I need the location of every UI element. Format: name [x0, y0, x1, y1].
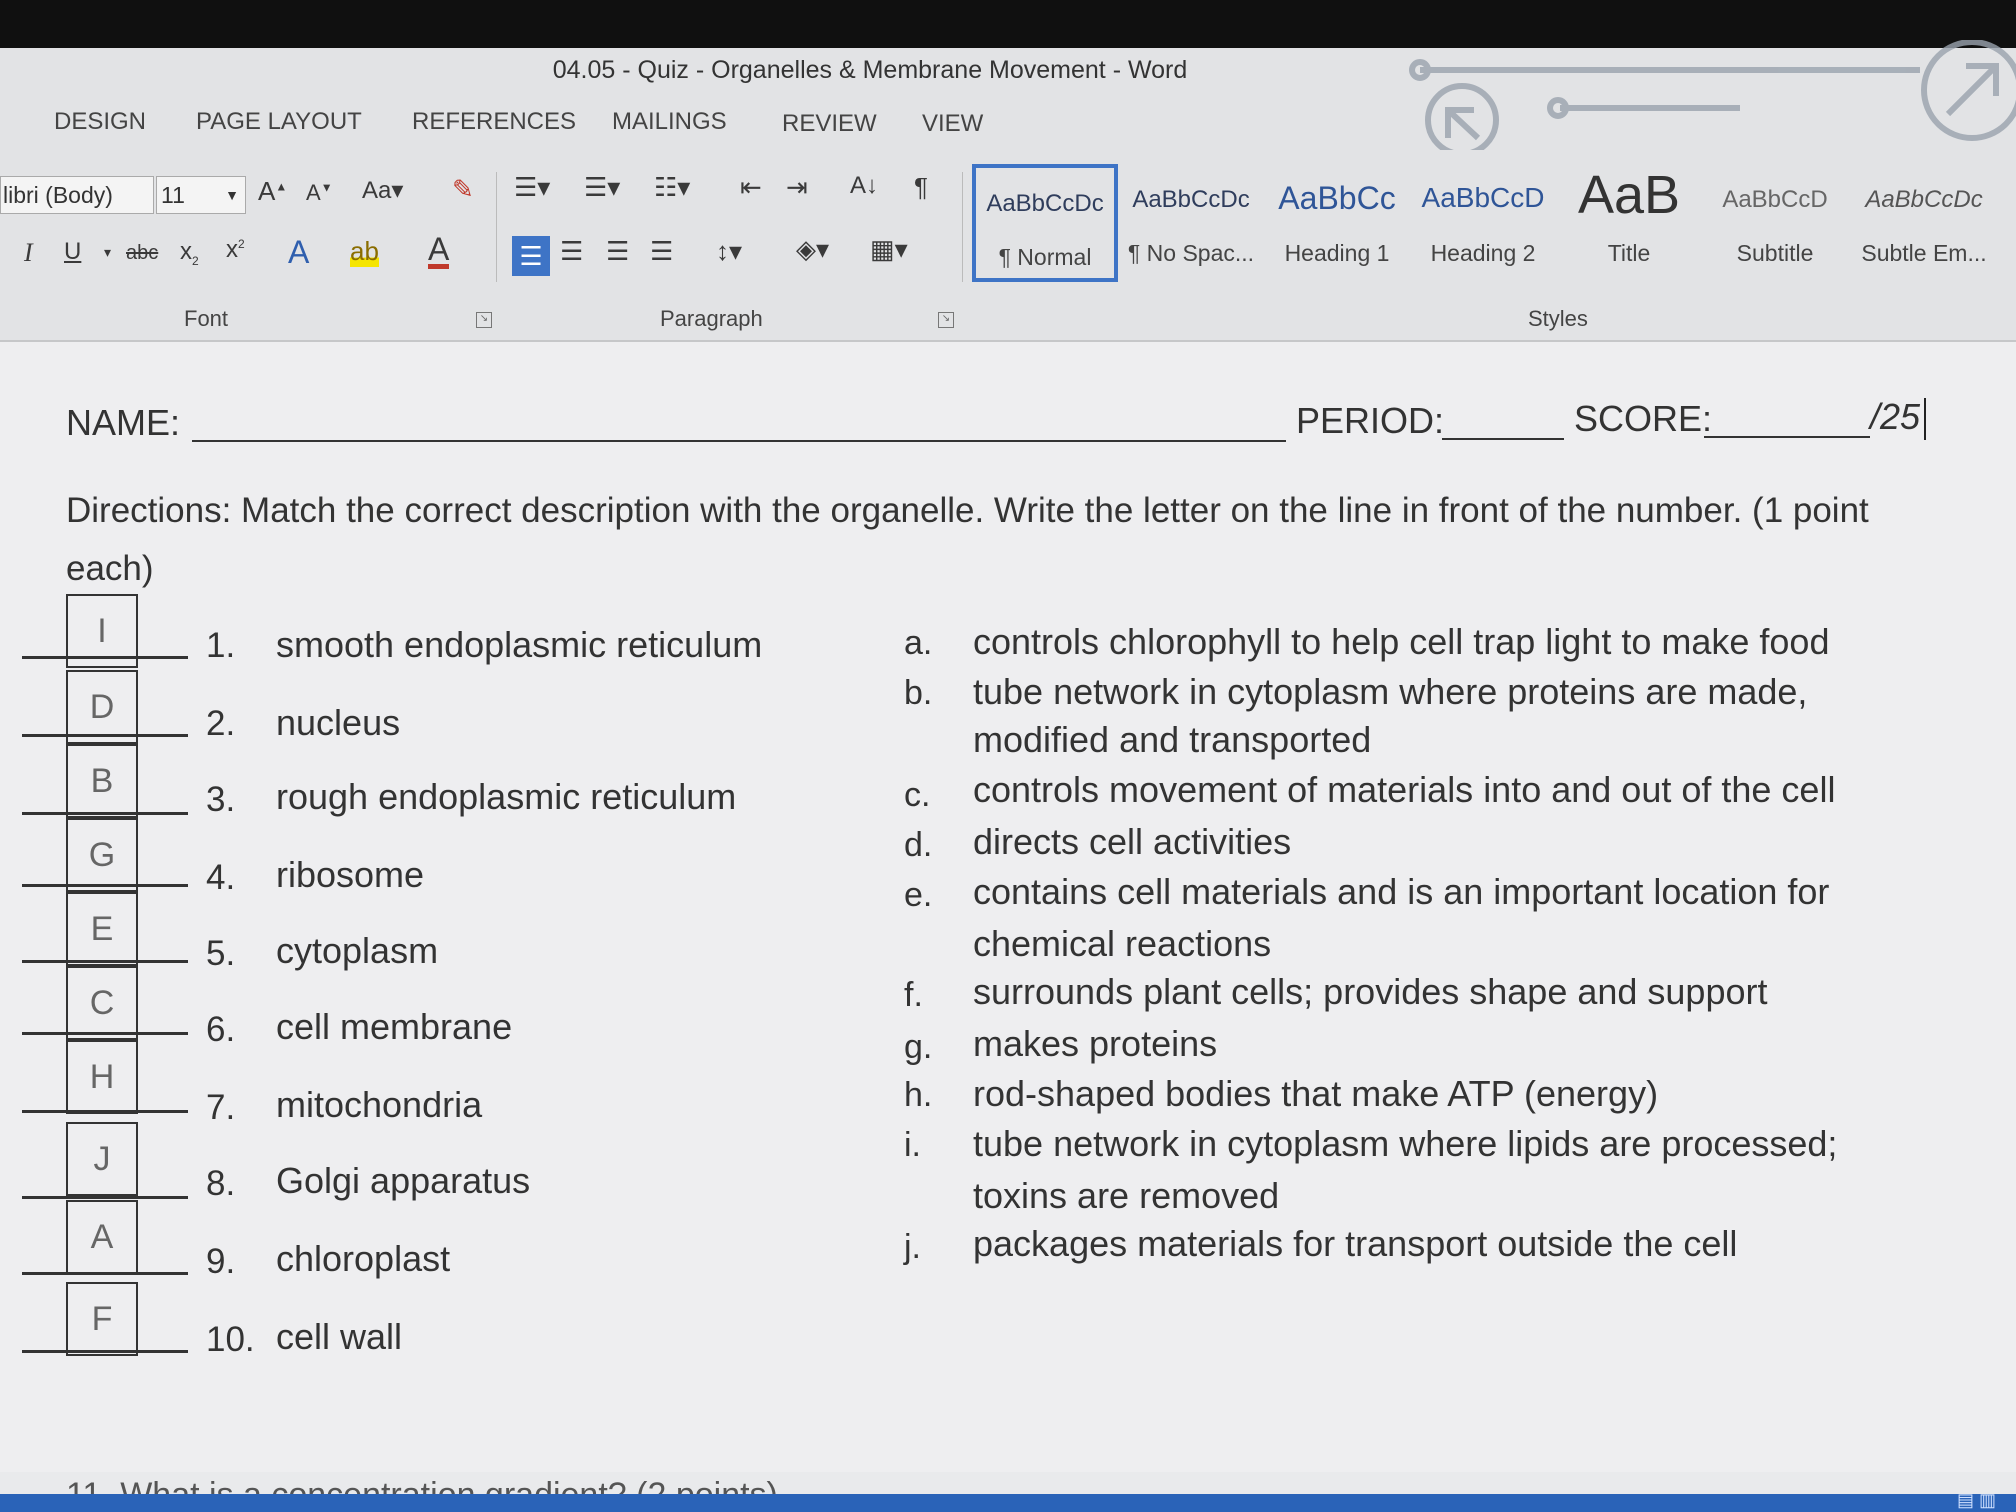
answer-box[interactable]: E [66, 892, 138, 966]
question-term: nucleus [276, 702, 401, 743]
style-name: Heading 1 [1284, 240, 1390, 266]
answer-line [22, 960, 188, 963]
option-letter: f. [904, 976, 923, 1014]
style-name: Heading 2 [1430, 240, 1536, 266]
question-term: rough endoplasmic reticulum [276, 776, 737, 817]
score-blank[interactable] [1704, 436, 1870, 438]
view-mode-icon[interactable]: ▤ ▥ [1956, 1490, 1996, 1510]
question-number: 6. [206, 1010, 236, 1049]
option-letter: h. [904, 1076, 933, 1114]
sort-icon[interactable]: A↓ [850, 172, 879, 199]
option-letter: b. [904, 674, 933, 712]
name-label: NAME: [66, 402, 181, 443]
answer-line [22, 1272, 188, 1275]
answer-line [22, 1350, 188, 1353]
question-number: 2. [206, 704, 236, 743]
style-sample: AaBbCc [1278, 180, 1396, 216]
font-name-value: libri (Body) [3, 182, 113, 208]
style-name: ¶ No Spac... [1127, 240, 1255, 266]
option-text: tube network in cytoplasm where lipids are processed; toxins are removed [973, 1123, 1838, 1216]
grow-font-icon[interactable]: A▲ [258, 176, 288, 206]
question-number: 7. [206, 1088, 236, 1127]
font-group-label: Font [184, 306, 229, 331]
numbering-icon[interactable]: ☰▾ [584, 172, 621, 202]
answer-box[interactable]: D [66, 670, 138, 744]
style-name: ¶ Normal [998, 244, 1092, 270]
text-effects-icon[interactable]: A [288, 234, 310, 270]
answer-line [22, 656, 188, 659]
office-background-art [1400, 40, 2016, 150]
borders-icon[interactable]: ▦▾ [870, 234, 908, 264]
question-number: 5. [206, 934, 236, 973]
style-sample: AaBbCcD [1722, 186, 1828, 213]
question-term: chloroplast [276, 1238, 451, 1279]
line-spacing-icon[interactable]: ↕▾ [716, 236, 743, 266]
tab-view[interactable]: VIEW [922, 110, 984, 137]
score-total: /25 [1870, 396, 1921, 437]
style-sample: AaBbCcDc [1132, 186, 1250, 213]
strikethrough-icon[interactable]: abc [126, 242, 159, 264]
question-number: 8. [206, 1164, 236, 1203]
style-subtitle[interactable] [1702, 164, 1848, 282]
status-bar [0, 1494, 2016, 1512]
shrink-font-icon[interactable]: A▼ [306, 180, 333, 205]
option-text: rod-shaped bodies that make ATP (energy) [973, 1073, 1659, 1114]
styles-group-label: Styles [1528, 306, 1588, 331]
divider [496, 172, 497, 282]
style-heading-1[interactable] [1264, 164, 1410, 282]
period-blank[interactable] [1442, 438, 1564, 440]
style-normal[interactable] [972, 164, 1118, 282]
question-number: 4. [206, 858, 236, 897]
option-text: packages materials for transport outside the cell [973, 1223, 1738, 1264]
superscript-icon[interactable]: $x^2$ [226, 236, 245, 263]
question-number: 3. [206, 780, 236, 819]
directions-text: Directions: Match the correct description with the organelle. Write the letter on the line in front of the number. (1 point each) [66, 491, 1869, 588]
style-no-spacing[interactable] [1118, 164, 1264, 282]
show-formatting-icon[interactable]: ¶ [914, 172, 928, 202]
answer-line [22, 1110, 188, 1113]
option-letter: c. [904, 776, 931, 814]
change-case-icon[interactable]: Aa▾ [362, 177, 404, 204]
answer-line [22, 1032, 188, 1035]
highlight-icon[interactable]: ab [350, 236, 379, 266]
tab-page-layout[interactable]: PAGE LAYOUT [196, 108, 362, 135]
style-sample: AaBbCcDc [1865, 186, 1983, 213]
font-size-value: 11 [161, 182, 185, 208]
option-letter: j. [904, 1228, 921, 1266]
align-center-icon[interactable]: ☰ [560, 236, 584, 266]
style-subtle-emphasis[interactable] [1848, 164, 2000, 282]
question-number: 10. [206, 1320, 255, 1359]
answer-box[interactable]: A [66, 1200, 138, 1274]
answer-box[interactable]: B [66, 744, 138, 818]
answer-box[interactable]: J [66, 1122, 138, 1196]
shading-icon[interactable]: ◈▾ [796, 234, 830, 264]
tab-mailings[interactable]: MAILINGS [612, 108, 727, 135]
answer-box[interactable]: H [66, 1040, 138, 1114]
answer-line [22, 734, 188, 737]
option-text: contains cell materials and is an important location for chemical reactions [973, 871, 1830, 964]
option-text: tube network in cytoplasm where proteins are made, modified and transported [973, 671, 1808, 760]
bullets-icon[interactable]: ☰▾ [514, 172, 551, 202]
clear-formatting-icon[interactable]: ✎ [452, 174, 474, 204]
question-term: cell wall [276, 1316, 403, 1357]
style-heading-2[interactable] [1410, 164, 1556, 282]
answer-box[interactable]: F [66, 1282, 138, 1356]
period-label: PERIOD: [1296, 400, 1445, 441]
name-blank[interactable] [192, 440, 1286, 442]
question-term: mitochondria [276, 1084, 483, 1125]
multilevel-list-icon[interactable]: ☷▾ [654, 172, 691, 202]
style-name: Subtitle [1736, 240, 1814, 266]
style-name: Title [1607, 240, 1651, 266]
text-cursor [1924, 398, 1926, 440]
paragraph-group-label: Paragraph [660, 306, 763, 331]
question-number: 1. [206, 626, 236, 665]
style-sample: AaB [1577, 165, 1681, 225]
underline-dropdown-icon[interactable]: ▾ [104, 244, 112, 260]
question-term: ribosome [276, 854, 425, 895]
font-color-icon[interactable]: A [428, 231, 450, 267]
align-left-icon[interactable]: ☰ [512, 236, 550, 276]
underline-icon[interactable]: U [64, 238, 82, 265]
justify-icon[interactable]: ☰ [650, 236, 674, 266]
font-dialog-launcher-icon[interactable]: ↘ [476, 312, 492, 328]
style-sample: AaBbCcD [1421, 182, 1545, 213]
option-text: controls chlorophyll to help cell trap light to make food [973, 621, 1830, 662]
styles-gallery [972, 164, 2016, 282]
font-size-dropdown[interactable] [156, 176, 246, 214]
option-text: directs cell activities [973, 821, 1292, 862]
answer-line [22, 1196, 188, 1199]
option-text: makes proteins [973, 1023, 1218, 1064]
question-term: cell membrane [276, 1006, 513, 1047]
question-term: smooth endoplasmic reticulum [276, 624, 763, 665]
answer-line [22, 884, 188, 887]
decrease-indent-icon[interactable]: ⇤ [740, 172, 762, 202]
align-right-icon[interactable]: ☰ [606, 236, 630, 266]
tab-references[interactable]: REFERENCES [412, 108, 577, 135]
italic-icon[interactable]: I [24, 238, 33, 267]
question-number: 9. [206, 1242, 236, 1281]
score-label: SCORE: [1574, 398, 1713, 439]
font-name-dropdown[interactable] [0, 176, 154, 214]
option-letter: i. [904, 1126, 921, 1164]
answer-box[interactable]: C [66, 966, 138, 1040]
answer-box[interactable]: I [66, 594, 138, 668]
tab-design[interactable]: DESIGN [54, 108, 147, 135]
option-letter: g. [904, 1028, 933, 1066]
divider [962, 172, 963, 282]
option-letter: a. [904, 624, 933, 662]
style-sample: AaBbCcDc [986, 190, 1104, 217]
question-term: cytoplasm [276, 930, 439, 971]
answer-box[interactable]: G [66, 818, 138, 892]
subscript-icon[interactable]: $x_2$ [180, 238, 199, 268]
answer-line [22, 812, 188, 815]
question-term: Golgi apparatus [276, 1160, 531, 1201]
option-text: controls movement of materials into and out of the cell [973, 769, 1836, 810]
window-title: 04.05 - Quiz - Organelles & Membrane Movement - Word [552, 56, 1188, 84]
tab-review[interactable]: REVIEW [782, 110, 877, 137]
option-letter: e. [904, 876, 933, 914]
option-text: surrounds plant cells; provides shape and support [973, 971, 1768, 1012]
option-letter: d. [904, 826, 933, 864]
chevron-down-icon: ▼ [225, 187, 239, 203]
style-title[interactable] [1556, 164, 1702, 282]
increase-indent-icon[interactable]: ⇥ [786, 172, 808, 202]
style-name: Subtle Em... [1861, 240, 1987, 266]
paragraph-dialog-launcher-icon[interactable]: ↘ [938, 312, 954, 328]
